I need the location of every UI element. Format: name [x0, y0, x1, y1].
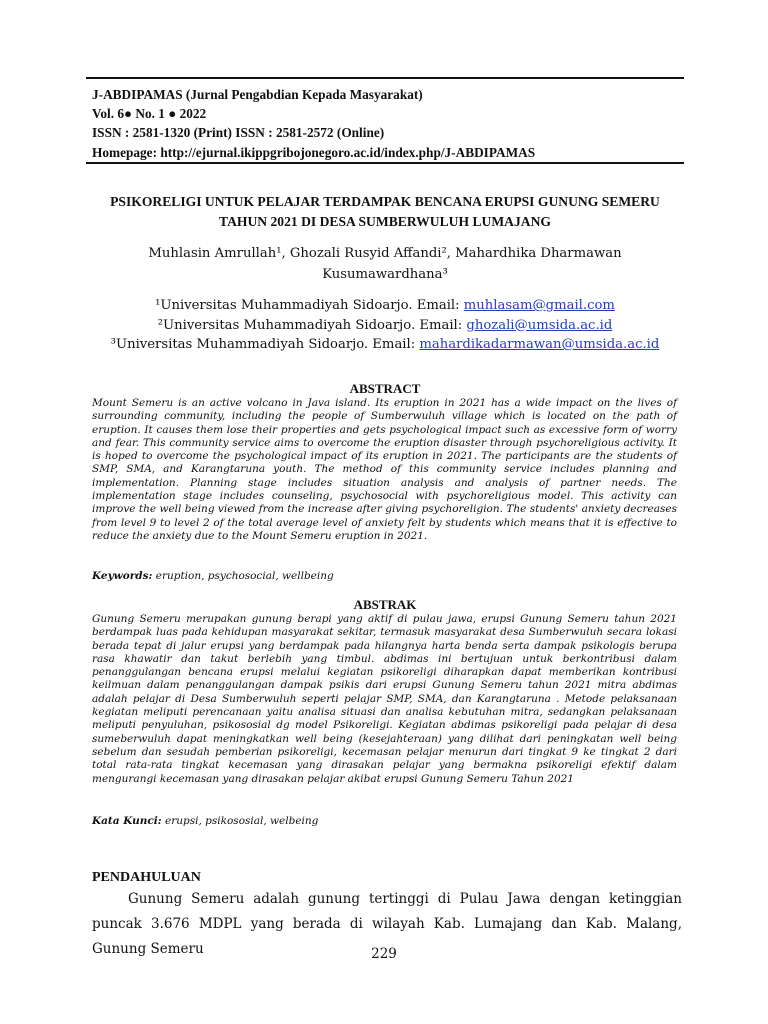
- header-bottom-rule: [86, 162, 684, 164]
- paper-title: [86, 192, 684, 232]
- abstract-heading: ABSTRACT: [349, 381, 421, 396]
- intro-heading: PENDAHULUAN: [92, 870, 201, 885]
- journal-header: [92, 85, 682, 162]
- affiliation-list: [86, 296, 684, 355]
- kata-kunci-label: Kata Kunci:: [92, 815, 162, 827]
- page-number: 229: [371, 946, 397, 962]
- affiliation-1: [86, 296, 684, 316]
- affiliation-1-text: ¹Universitas Muhammadiyah Sidoarjo. Email:: [155, 298, 464, 313]
- keywords-label: Keywords:: [92, 570, 153, 582]
- journal-issn: ISSN : 2581-1320 (Print) ISSN : 2581-2572 (Online): [92, 125, 385, 141]
- journal-name: J-ABDIPAMAS (Jurnal Pengabdian Kepada Masyarakat): [92, 87, 423, 102]
- author-line-2: Kusumawardhana³: [322, 267, 448, 282]
- author-list: [86, 243, 684, 285]
- affiliation-2-text: ²Universitas Muhammadiyah Sidoarjo. Email:: [157, 317, 467, 333]
- abstract-text: Mount Semeru is an active volcano in Java island. Its eruption in 2021 has a wide impact on the lives of surrounding community, including the people of Sumberwuluh village which is located on the path of eruption. It causes them lose their properties and gets psychological impact such as excessive form of worry and fear. This community service aims to overcome the eruption disaster through psychoreligious activity. It is hoped to overcome the psychological impact of its eruption in 2021. The participants are the students of SMP, SMA, and Karangtaruna youth. The method of this community service includes planning and implementation. Planning stage includes situation analysis and analysis of partner needs. The implementation stage includes counseling, psychosocial with psychoreligious model. This activity can improve the well being viewed from the increase after giving psychoreligion. The students' anxiety decreases from level 9 to level 2 of the total average level of anxiety felt by students which means that it is effective to reduce the anxiety due to the Mount Semeru eruption in 2021.: [92, 397, 677, 542]
- affiliation-1-email[interactable]: muhlasam@gmail.com: [463, 298, 615, 313]
- paper-title-line-1: PSIKORELIGI UNTUK PELAJAR TERDAMPAK BENCANA ERUPSI GUNUNG SEMERU: [110, 194, 660, 209]
- abstrak-heading: ABSTRAK: [353, 597, 417, 612]
- affiliation-3: [86, 335, 684, 355]
- affiliation-3-email[interactable]: mahardikadarmawan@umsida.ac.id: [419, 337, 660, 352]
- author-line-1: Muhlasin Amrullah¹, Ghozali Rusyid Affandi², Mahardhika Dharmawan: [148, 246, 622, 261]
- affiliation-2: [86, 316, 684, 336]
- journal-homepage[interactable]: Homepage: http://ejurnal.ikippgribojonegoro.ac.id/index.php/J-ABDIPAMAS: [92, 144, 536, 160]
- keywords: [92, 570, 334, 582]
- keywords-value: eruption, psychosocial, wellbeing: [152, 570, 334, 582]
- header-top-rule: [86, 77, 684, 79]
- affiliation-3-text: ³Universitas Muhammadiyah Sidoarjo. Email:: [110, 337, 420, 352]
- kata-kunci-value: erupsi, psikososial, welbeing: [161, 815, 319, 827]
- kata-kunci: [92, 815, 318, 827]
- intro-paragraph: Gunung Semeru adalah gunung tertinggi di Pulau Jawa dengan ketinggian puncak 3.676 MDPL yang berada di wilayah Kab. Lumajang dan Kab. Malang, Gunung Semeru: [92, 891, 682, 957]
- abstrak-text: Gunung Semeru merupakan gunung berapi yang aktif di pulau jawa, erupsi Gunung Semeru tahun 2021 berdampak luas pada kehidupan masyarakat sekitar, termasuk masyarakat desa Sumberwuluh secara lokasi berada tepat di jalur erupsi yang berdampak pada hilangnya harta benda serta dampak psikologis berupa rasa khawatir dan takut berlebih yang timbul. abdimas ini bertujuan untuk berkontribusi dalam penanggulangan bencana erupsi melalui kegiatan psikoreligi diharapkan dapat memberikan kontribusi keilmuan dalam penanggulangan dampak psikis dari erupsi Gunung Semeru tahun 2021 mitra abdimas adalah pelajar di Desa Sumberwuluh seperti pelajar SMP, SMA, dan Karangtaruna . Metode pelaksanaan kegiatan meliputi perencanaan yaitu analisa situasi dan analisa kebutuhan mitra, sedangkan pelaksanaan meliputi penyuluhan, psikososial dg model Psikoreligi. Kegiatan abdimas psikoreligi pada pelajar di desa sumeberwuluh dapat meningkatkan well being (kesejahteraan) yang dilihat dari peningkatan well being sebelum dan sesudah pemberian psikoreligi, kecemasan pelajar menurun dari tingkat 9 ke tingkat 2 dari total rata-rata tingkat kecemasan yang dirasakan pelajar yang bermakna psikoreligi efektif dalam mengurangi kecemasan yang dirasakan pelajar akibat erupsi Gunung Semeru Tahun 2021: [92, 613, 677, 785]
- paper-title-line-2: TAHUN 2021 DI DESA SUMBERWULUH LUMAJANG: [219, 214, 551, 229]
- affiliation-2-email[interactable]: ghozali@umsida.ac.id: [466, 317, 613, 333]
- journal-volume: Vol. 6● No. 1 ● 2022: [92, 106, 207, 122]
